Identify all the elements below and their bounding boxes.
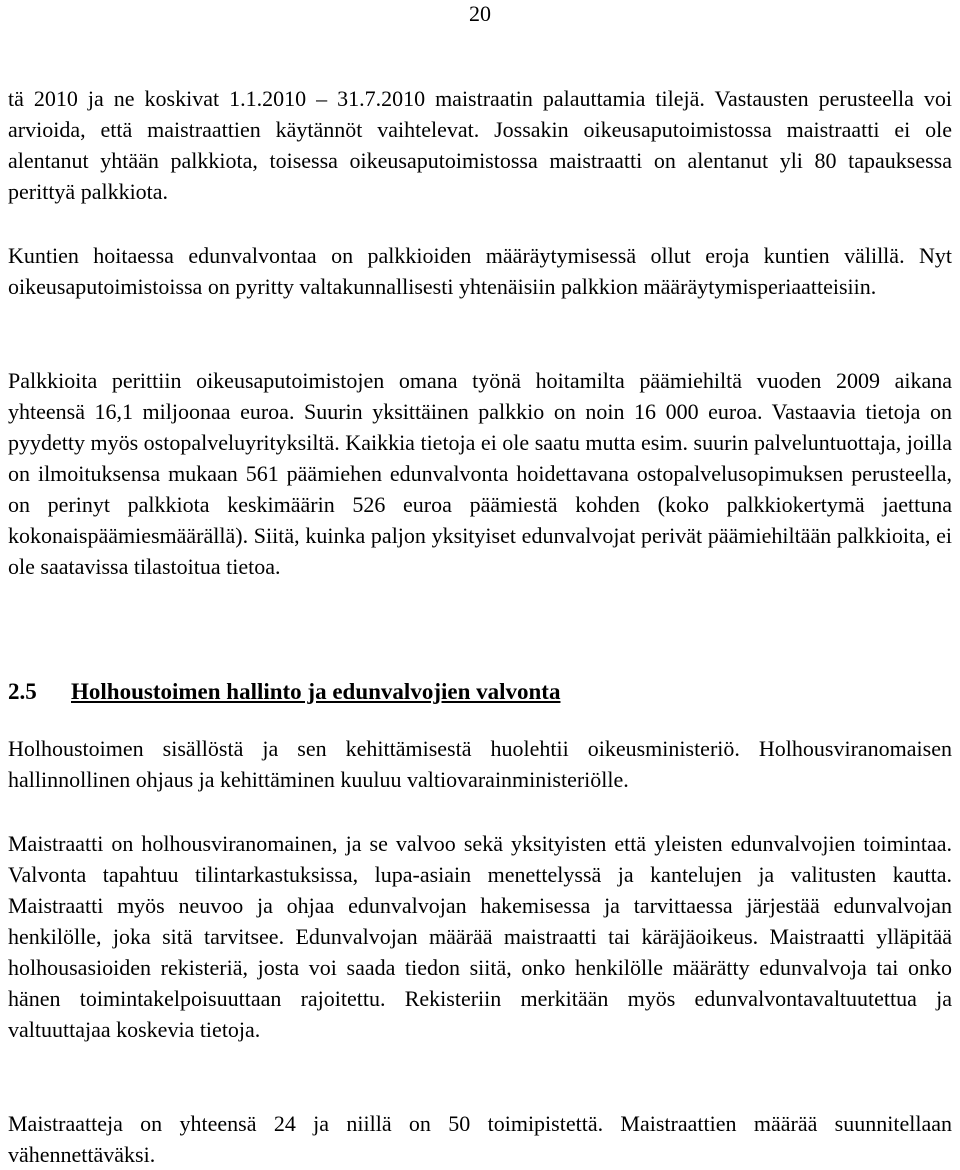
paragraph-guardianship-authority: Maistraatti on holhousviranomainen, ja se valvoo sekä yksityisten että yleisten edunvalvojien toimintaa. Valvonta tapahtuu tilintarkastuksissa, lupa-asiain menettelyssä ja kantelujen ja valitusten kautta. Maistraatti myös neuvoo ja ohjaa edunvalvojan hakemisessa ja tarvittaessa järjestää edunvalvojan henkilölle, joka sitä tarvitsee. Edunvalvojan määrää maistraatti tai käräjäoikeus. Maistraatti ylläpitää holhousasioiden rekisteriä, josta voi saada tiedon siitä, onko henkilölle määrätty edunvalvoja tai onko hänen toimintakelpoisuuttaan rajoitettu. Rekisteriin merkitään myös edunvalvontavaltuutettua ja valtuuttajaa koskevia tietoja.: [8, 831, 952, 1042]
paragraph-register-offices: Maistraatteja on yhteensä 24 ja niillä on 50 toimipistettä. Maistraattien määrää suunnitellaan vähennettäväksi.: [8, 1111, 952, 1167]
paragraph-municipal-differences: Kuntien hoitaessa edunvalvontaa on palkkioiden määräytymisessä ollut eroja kuntien välillä. Nyt oikeusaputoimistoissa on pyritty valtakunnallisesti yhtenäisiin palkkion määräytymisperiaatteisiin.: [8, 243, 952, 299]
section-title: Holhoustoimen hallinto ja edunvalvojien valvonta: [71, 679, 561, 704]
paragraph-administration: Holhoustoimen sisällöstä ja sen kehittämisestä huolehtii oikeusministeriö. Holhousviranomaisen hallinnollinen ohjaus ja kehittäminen kuuluu valtiovarainministeriölle.: [8, 736, 952, 792]
section-number: 2.5: [8, 679, 37, 704]
page-number: 20: [469, 1, 491, 26]
paragraph-fees-collected: Palkkioita perittiin oikeusaputoimistojen omana työnä hoitamilta päämiehiltä vuoden 2009 aikana yhteensä 16,1 miljoonaa euroa. Suurin yksittäinen palkkio on noin 16 000 euroa. Vastaavia tietoja on pyydetty myös ostopalveluyrityksiltä. Kaikkia tietoja ei ole saatu mutta esim. suurin palveluntuottaja, joilla on ilmoituksensa mukaan 561 päämiehen edunvalvonta hoidettavana ostopalvelusopimuksen perusteella, on perinyt palkkiota keskimäärin 526 euroa päämiestä kohden (koko palkkiokertymä jaettuna kokonaispäämiesmäärällä). Siitä, kuinka paljon yksityiset edunvalvojat perivät päämiehiltään palkkioita, ei ole saatavissa tilastoitua tietoa.: [8, 368, 952, 579]
paragraph-supervision-practices: tä 2010 ja ne koskivat 1.1.2010 – 31.7.2010 maistraatin palauttamia tilejä. Vastausten perusteella voi arvioida, että maistraattien käytännöt vaihtelevat. Jossakin oikeusaputoimistossa maistraatti ei ole alentanut yhtään palkkiota, toisessa oikeusaputoimistossa maistraatti on alentanut yli 80 tapauksessa perittyä palkkiota.: [8, 86, 952, 204]
section-heading: [8, 676, 952, 707]
